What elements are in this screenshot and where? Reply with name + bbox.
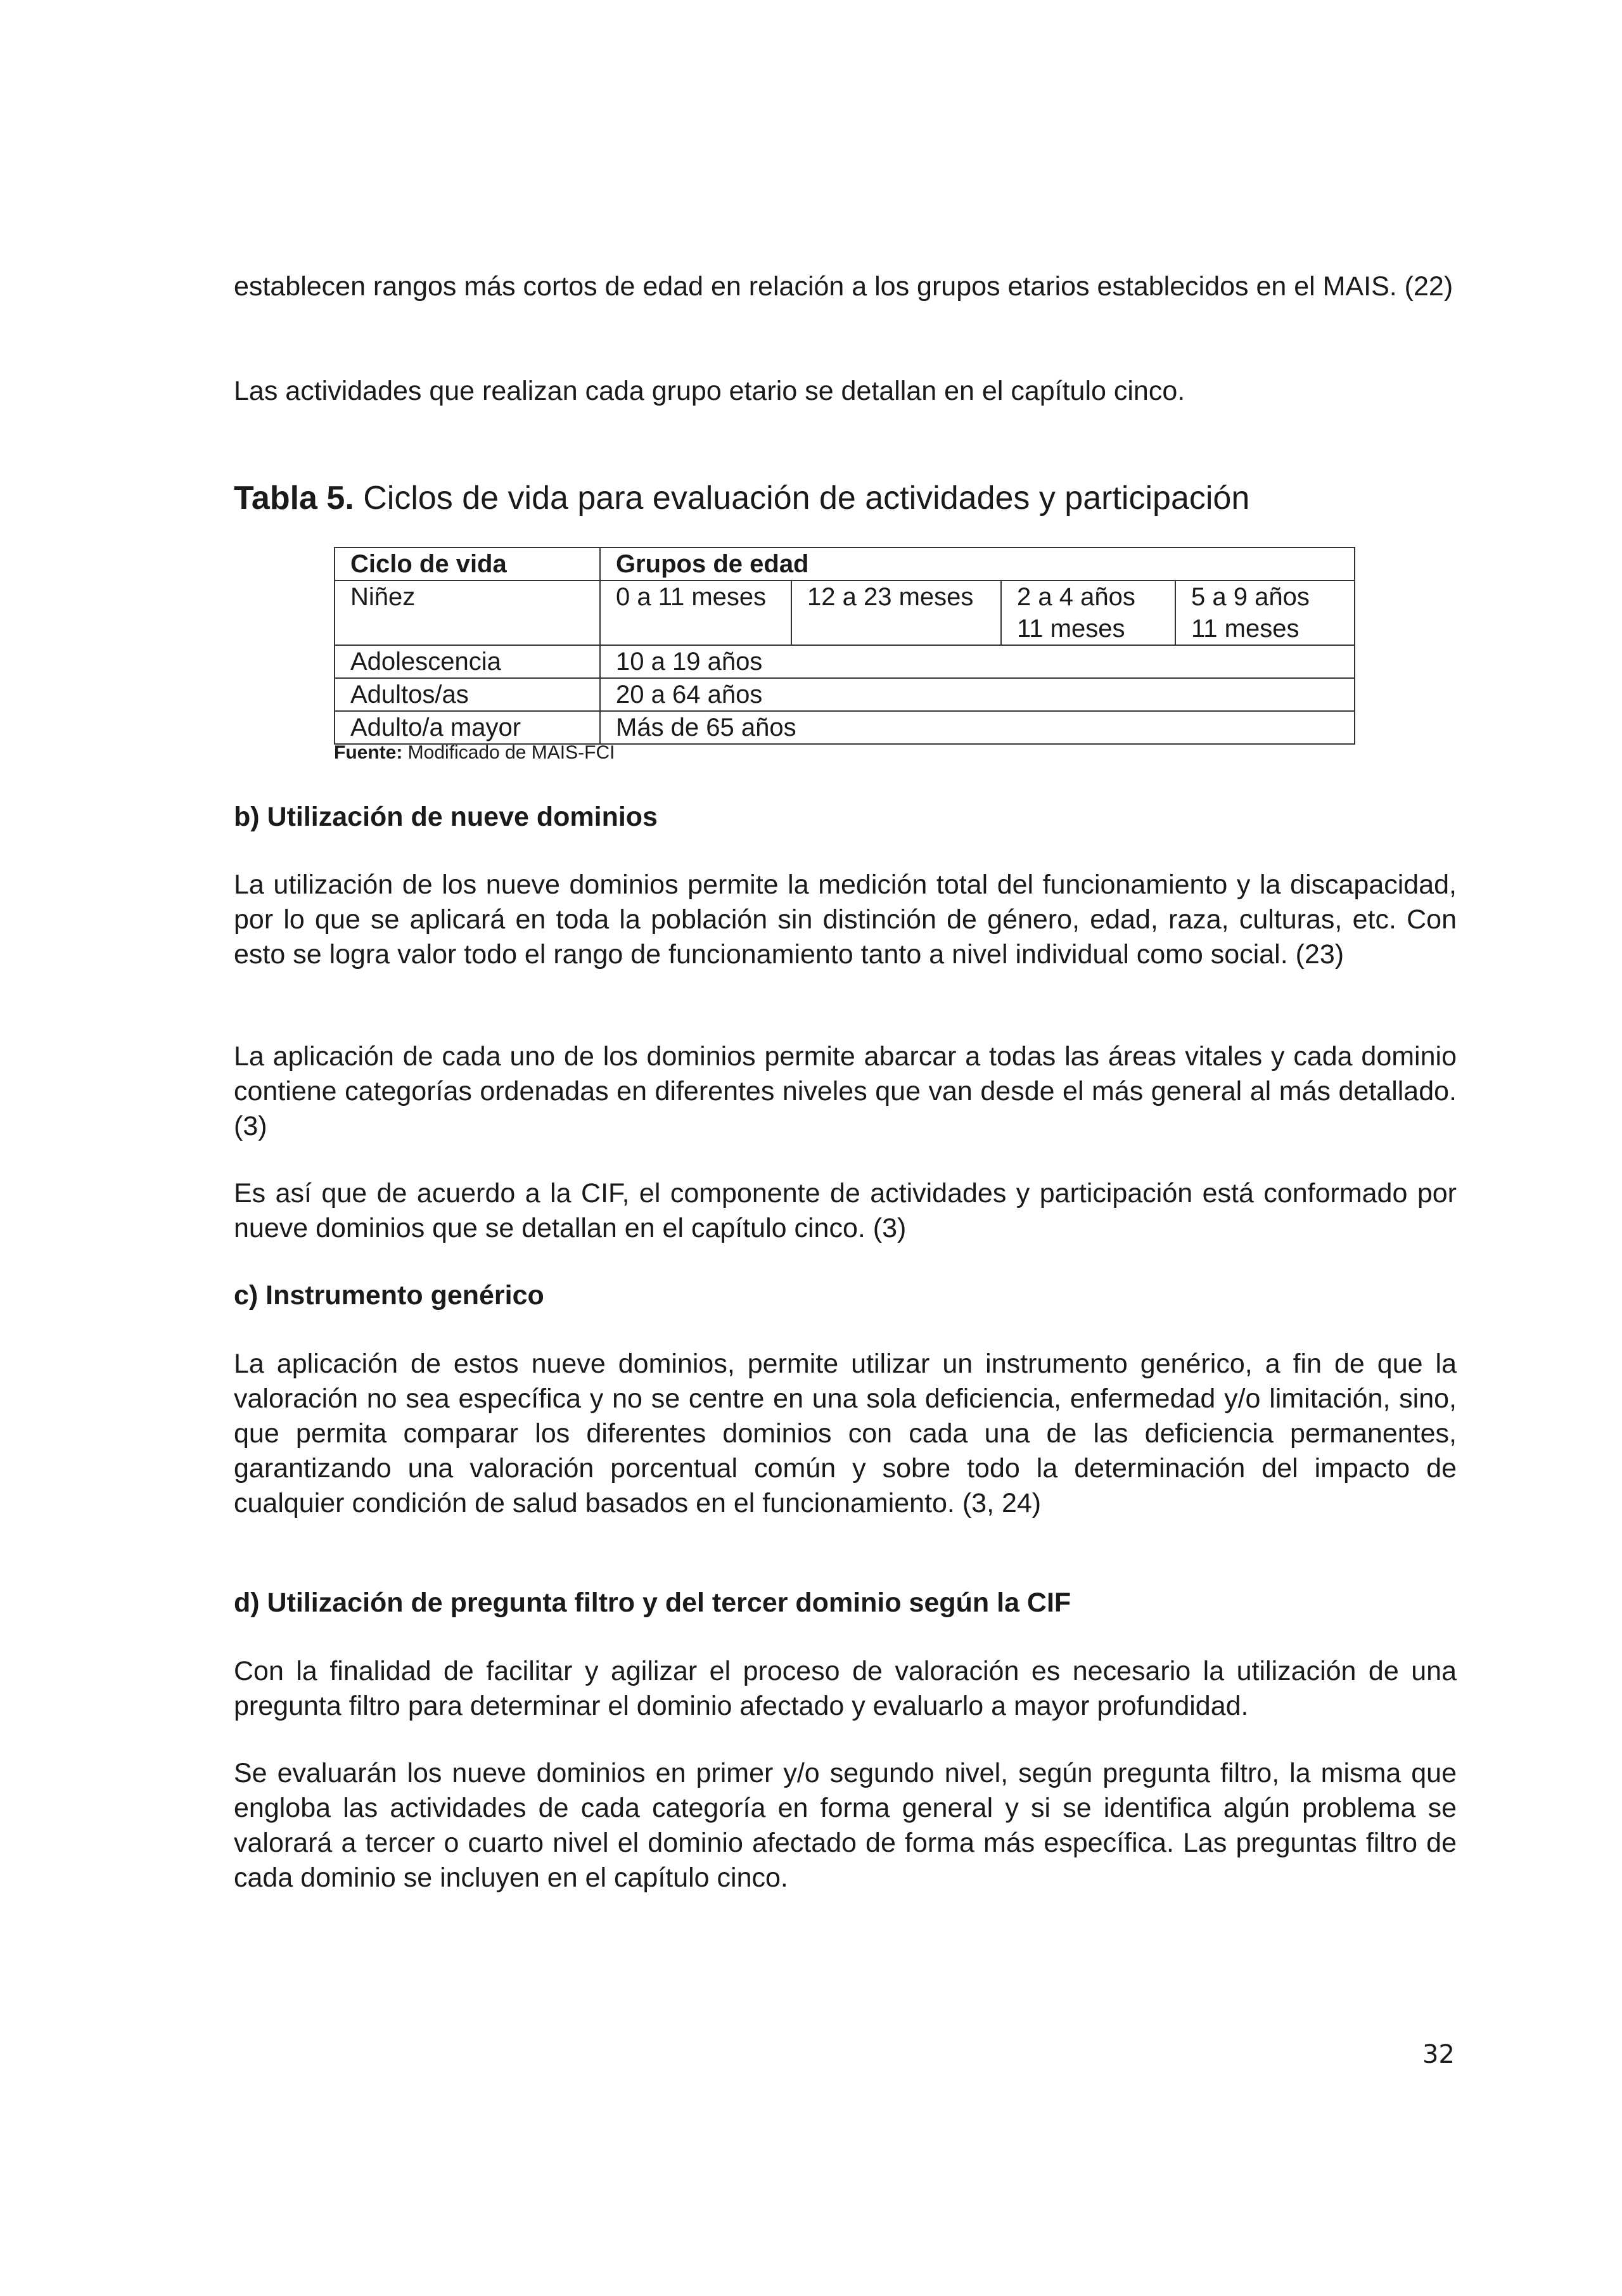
cycle-cell: Niñez <box>335 580 600 645</box>
header-groups: Grupos de edad <box>600 548 1355 580</box>
header-cycle: Ciclo de vida <box>335 548 600 580</box>
group-cell: 12 a 23 meses <box>791 580 1001 645</box>
table-title-text: Ciclos de vida para evaluación de actividades y participación <box>354 480 1250 516</box>
paragraph-b2: La aplicación de cada uno de los dominios permite abarcar a todas las áreas vitales y cada dominio contiene categorías ordenadas en diferentes niveles que van desde el más general al más detallado. (3) <box>234 1041 1457 1141</box>
cycle-cell: Adulto/a mayor <box>335 711 600 744</box>
table-row <box>335 645 1355 678</box>
group-cell: 2 a 4 años 11 meses <box>1001 580 1175 645</box>
table-title <box>234 478 1457 518</box>
heading-section-b: b) Utilización de nueve dominios <box>234 802 658 832</box>
heading-section-c: c) Instrumento genérico <box>234 1280 544 1311</box>
paragraph-d1: Con la finalidad de facilitar y agilizar el proceso de valoración es necesario la utilización de una pregunta filtro para determinar el dominio afectado y evaluarlo a mayor profundidad. <box>234 1656 1457 1721</box>
page-number: 32 <box>1422 2040 1455 2069</box>
table-header-row <box>335 548 1355 580</box>
group-cell: 10 a 19 años <box>600 645 1355 678</box>
table-row <box>335 678 1355 711</box>
cycle-cell: Adultos/as <box>335 678 600 711</box>
paragraph-activities: Las actividades que realizan cada grupo etario se detallan en el capítulo cinco. <box>234 376 1185 406</box>
life-cycles-table <box>334 547 1355 745</box>
table-row <box>335 711 1355 744</box>
group-cell: 20 a 64 años <box>600 678 1355 711</box>
paragraph-b1: La utilización de los nueve dominios permite la medición total del funcionamiento y la discapacidad, por lo que se aplicará en toda la población sin distinción de género, edad, raza, culturas, etc. Con esto se logra valor todo el rango de funcionamiento tanto a nivel individual como social. (23) <box>234 869 1457 970</box>
paragraph-intro: establecen rangos más cortos de edad en relación a los grupos etarios establecidos en el MAIS. (22) <box>234 271 1453 302</box>
table-source <box>334 741 615 764</box>
source-text: Modificado de MAIS-FCI <box>402 742 615 763</box>
paragraph-c1: La aplicación de estos nueve dominios, permite utilizar un instrumento genérico, a fin de que la valoración no sea específica y no se centre en una sola deficiencia, enfermedad y/o limitación, sino, que permita comparar los diferentes dominios con cada una de las deficiencia permanentes, garantizando una valoración porcentual común y sobre todo la determinación del impacto de cualquier condición de salud basados en el funcionamiento. (3, 24) <box>234 1349 1457 1518</box>
paragraph-b3: Es así que de acuerdo a la CIF, el componente de actividades y participación está conformado por nueve dominios que se detallan en el capítulo cinco. (3) <box>234 1178 1457 1243</box>
table-title-label: Tabla 5. <box>234 480 354 516</box>
cycle-cell: Adolescencia <box>335 645 600 678</box>
source-label: Fuente: <box>334 742 403 763</box>
group-cell: 0 a 11 meses <box>600 580 791 645</box>
paragraph-d2: Se evaluarán los nueve dominios en primer y/o segundo nivel, según pregunta filtro, la misma que engloba las actividades de cada categoría en forma general y si se identifica algún problema se valorará a tercer o cuarto nivel el dominio afectado de forma más específica. Las preguntas filtro de cada dominio se incluyen en el capítulo cinco. <box>234 1758 1457 1893</box>
heading-section-d: d) Utilización de pregunta filtro y del tercer dominio según la CIF <box>234 1587 1071 1618</box>
group-cell: 5 a 9 años 11 meses <box>1175 580 1355 645</box>
group-cell: Más de 65 años <box>600 711 1355 744</box>
table-row <box>335 580 1355 645</box>
